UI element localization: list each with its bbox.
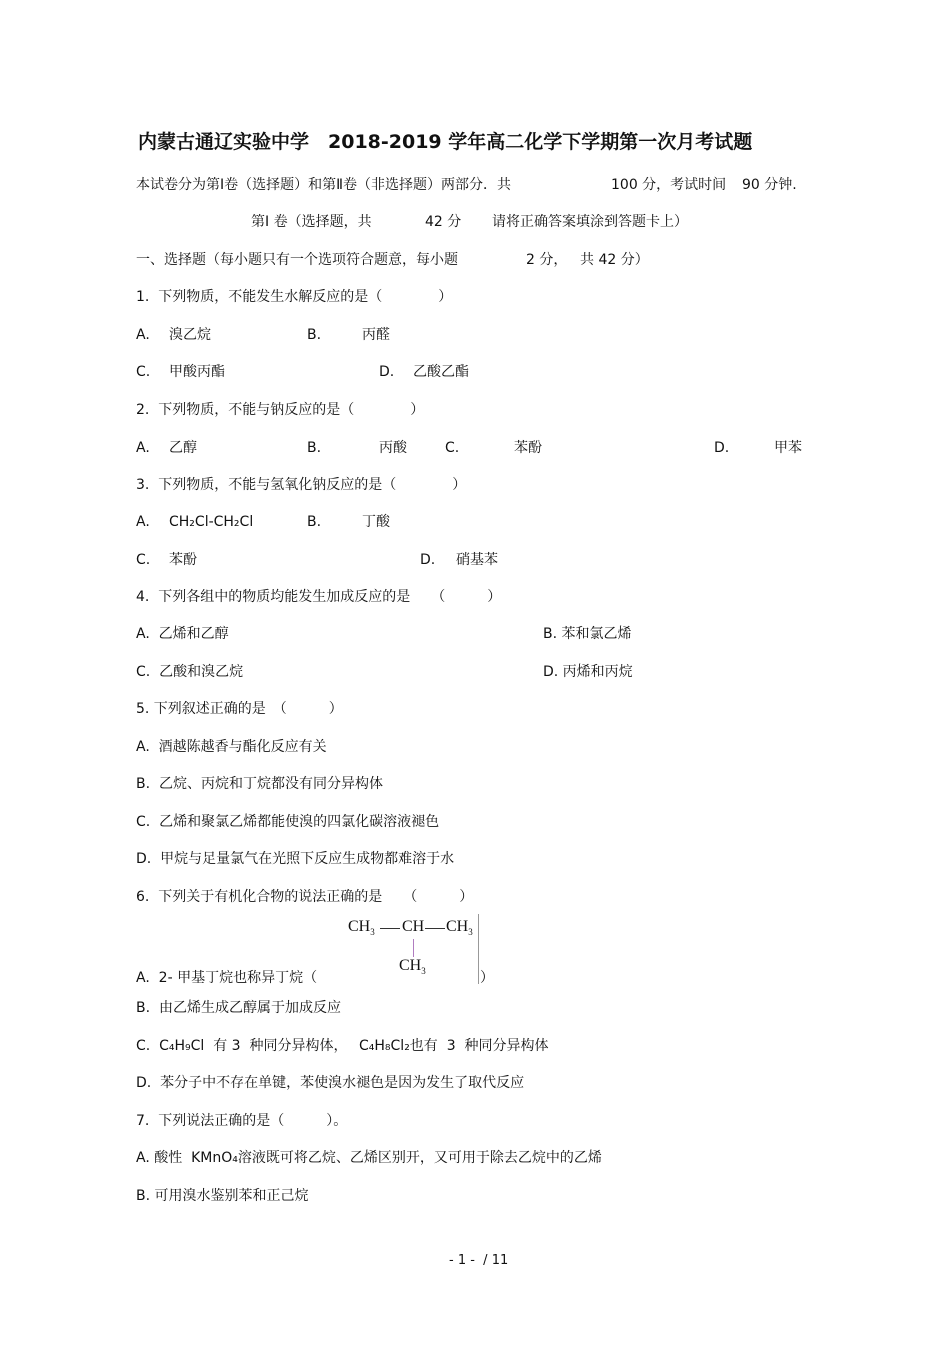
- q2-option-d-letter: D.: [714, 440, 730, 456]
- q7-stem: 7. 下列说法正确的是（ ）。: [136, 1113, 348, 1129]
- q4-option-b: B. 苯和氯乙烯: [543, 626, 632, 642]
- q2-option-a-letter: A.: [136, 440, 150, 456]
- page-number: - 1 - / 11: [449, 1253, 509, 1268]
- q5-stem: 5. 下列叙述正确的是 （ ）: [136, 701, 343, 717]
- q1-option-c-letter: C.: [136, 364, 151, 380]
- q2-option-a-text: 乙醇: [169, 440, 197, 456]
- q1-option-c-text: 甲酸丙酯: [169, 364, 225, 380]
- q5-option-c: C. 乙烯和聚氯乙烯都能使溴的四氯化碳溶液褪色: [136, 814, 440, 830]
- bond-down: [413, 939, 414, 957]
- intro-part1: 本试卷分为第Ⅰ卷（选择题）和第Ⅱ卷（非选择题）两部分．共: [136, 177, 512, 193]
- isobutane-structure: $CH_3$ CH $CH_3$ $CH_3$: [346, 914, 482, 986]
- q3-option-b-text: 丁酸: [362, 514, 390, 530]
- q4-stem: 4. 下列各组中的物质均能发生加成反应的是 （ ）: [136, 589, 502, 605]
- section-header-part1: 第Ⅰ 卷（选择题，共: [251, 214, 372, 230]
- q3-option-c-text: 苯酚: [169, 552, 197, 568]
- instruction-part1: 一、选择题（每小题只有一个选项符合题意，每小题: [136, 252, 458, 268]
- q2-option-c-text: 苯酚: [514, 440, 542, 456]
- q6-option-c-part2: C₄H₈Cl₂也有 3 种同分异构体: [359, 1038, 549, 1054]
- intro-part3: 90 分钟.: [742, 177, 797, 193]
- q2-option-c-letter: C.: [445, 440, 460, 456]
- q5-option-a: A. 酒越陈越香与酯化反应有关: [136, 739, 327, 755]
- q2-stem: 2. 下列物质，不能与钠反应的是（ ）: [136, 402, 425, 418]
- q6-option-a-prefix: A. 2- 甲基丁烷也称异丁烷（: [136, 970, 318, 986]
- q1-option-b-text: 丙醛: [362, 327, 390, 343]
- q1-option-a-letter: A.: [136, 327, 150, 343]
- q2-option-d-text: 甲苯: [774, 440, 802, 456]
- q1-option-a-text: 溴乙烷: [169, 327, 211, 343]
- bond-right: [425, 928, 445, 929]
- q3-option-d-letter: D.: [420, 552, 436, 568]
- q6-option-a-suffix: ）: [480, 970, 494, 986]
- q5-option-d: D. 甲烷与足量氯气在光照下反应生成物都难溶于水: [136, 851, 455, 867]
- q1-stem: 1. 下列物质，不能发生水解反应的是（ ）: [136, 289, 453, 305]
- q3-option-b-letter: B.: [307, 514, 322, 530]
- intro-part2: 100 分，考试时间: [611, 177, 727, 193]
- q3-option-a-letter: A.: [136, 514, 150, 530]
- section-header-part2: 42 分: [425, 214, 462, 230]
- q3-option-d-text: 硝基苯: [456, 552, 498, 568]
- q7-option-a: A. 酸性 KMnO₄溶液既可将乙烷、乙烯区别开，又可用于除去乙烷中的乙烯: [136, 1150, 602, 1166]
- instruction-part3: 共 42 分）: [580, 252, 649, 268]
- structure-border: [478, 914, 479, 984]
- q6-stem: 6. 下列关于有机化合物的说法正确的是 （ ）: [136, 889, 474, 905]
- q5-option-b: B. 乙烷、丙烷和丁烷都没有同分异构体: [136, 776, 383, 792]
- q1-option-b-letter: B.: [307, 327, 322, 343]
- q1-option-d-text: 乙酸乙酯: [413, 364, 469, 380]
- q3-stem: 3. 下列物质，不能与氢氧化钠反应的是（ ）: [136, 477, 467, 493]
- q6-option-c-part1: C. C₄H₉Cl 有 3 种同分异构体，: [136, 1038, 348, 1054]
- q3-option-a-text: CH₂Cl-CH₂Cl: [169, 514, 254, 530]
- q4-option-a: A. 乙烯和乙醇: [136, 626, 229, 642]
- page-title: 内蒙古通辽实验中学 2018-2019 学年高二化学下学期第一次月考试题: [138, 131, 753, 153]
- q6-option-d: D. 苯分子中不存在单键，苯使溴水褪色是因为发生了取代反应: [136, 1075, 525, 1091]
- q1-option-d-letter: D.: [379, 364, 395, 380]
- bond-left: [380, 928, 400, 929]
- q4-option-d: D. 丙烯和丙烷: [543, 664, 633, 680]
- q2-option-b-letter: B.: [307, 440, 322, 456]
- q4-option-c: C. 乙酸和溴乙烷: [136, 664, 244, 680]
- q3-option-c-letter: C.: [136, 552, 151, 568]
- instruction-part2: 2 分，: [526, 252, 568, 268]
- q7-option-b: B. 可用溴水鉴别苯和正己烷: [136, 1188, 309, 1204]
- q6-option-b: B. 由乙烯生成乙醇属于加成反应: [136, 1000, 341, 1016]
- q2-option-b-text: 丙酸: [379, 440, 407, 456]
- section-header-part3: 请将正确答案填涂到答题卡上）: [492, 214, 688, 230]
